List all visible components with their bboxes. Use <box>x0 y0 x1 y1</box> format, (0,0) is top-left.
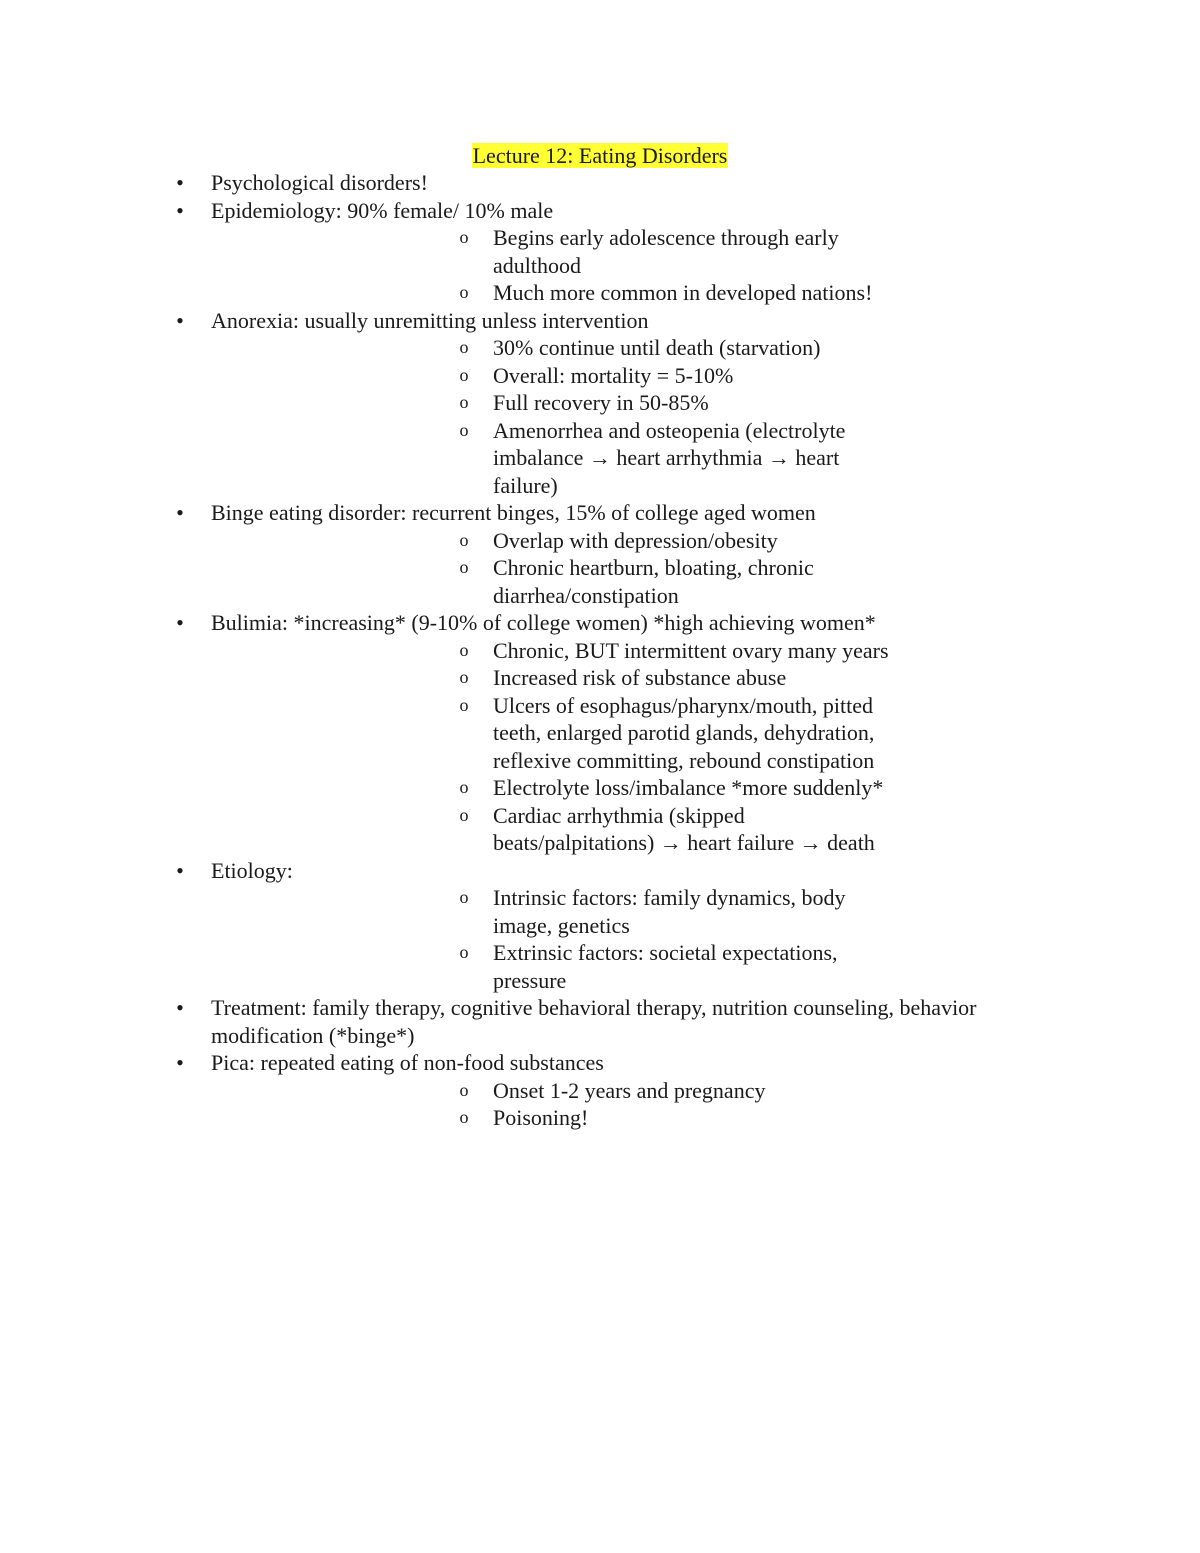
sub-bullet-icon: o <box>459 419 469 440</box>
sub-bullet-icon: o <box>459 804 469 825</box>
list-item <box>0 994 1200 1049</box>
sub-bullet-icon: o <box>459 1079 469 1100</box>
sub-bullet-icon: o <box>459 777 469 797</box>
list-item <box>0 197 1200 307</box>
list-item-text: Binge eating disorder: recurrent binges, 15% of college aged women <box>211 500 816 525</box>
sub-bullet-icon: o <box>459 364 469 385</box>
bullet-icon: • <box>176 995 184 1020</box>
sub-list-item <box>211 637 1040 665</box>
sub-list-item <box>211 774 1040 802</box>
sub-list-item-text: Chronic, BUT intermittent ovary many years <box>493 637 889 663</box>
sub-bullet-icon: o <box>459 529 469 550</box>
sub-bullet-icon: o <box>459 557 469 577</box>
sub-list-item-text: Onset 1-2 years and pregnancy <box>493 1077 766 1103</box>
title-row <box>0 141 1200 171</box>
list-item <box>0 609 1200 857</box>
sub-list-item <box>211 554 1040 609</box>
list-item <box>0 307 1200 500</box>
sub-bullet-icon: o <box>459 942 469 962</box>
sub-list-item-text: Much more common in developed nations! <box>493 280 873 305</box>
sub-list-item-text: Ulcers of esophagus/pharynx/mouth, pitted teeth, enlarged parotid glands, dehydration, reflexive committing, rebound constipation <box>493 692 875 773</box>
sub-bullet-icon: o <box>459 227 469 247</box>
sub-bullet-icon: o <box>459 887 469 907</box>
sub-list-item <box>211 802 1040 857</box>
bullet-icon: • <box>176 170 184 195</box>
sub-list <box>211 884 1040 994</box>
sub-list-item-text: Overlap with depression/obesity <box>493 527 778 553</box>
sub-list-item <box>211 1104 1040 1132</box>
sub-list-item <box>211 389 1040 417</box>
sub-list-item-text: 30% continue until death (starvation) <box>493 335 821 360</box>
list-item-text: Bulimia: *increasing* (9-10% of college women) *high achieving women* <box>211 610 876 635</box>
sub-list-item <box>211 884 1040 939</box>
bullet-icon: • <box>176 857 184 883</box>
sub-list <box>211 637 1040 857</box>
sub-list <box>211 334 1040 499</box>
sub-list-item <box>211 527 1040 555</box>
bullet-icon: • <box>176 610 184 635</box>
list-item-text: Etiology: <box>211 857 293 883</box>
sub-list-item <box>211 362 1040 390</box>
sub-list-item <box>211 1077 1040 1105</box>
sub-list-item-text: Extrinsic factors: societal expectations, pressure <box>493 940 838 993</box>
sub-list-item <box>211 417 1040 500</box>
sub-bullet-icon: o <box>459 694 469 715</box>
bullet-icon: • <box>176 197 184 223</box>
sub-list <box>211 224 1040 307</box>
sub-list <box>211 527 1040 610</box>
notes-list <box>0 169 1200 1132</box>
sub-list-item <box>211 939 1040 994</box>
sub-list-item <box>211 664 1040 692</box>
list-item <box>0 169 1200 197</box>
sub-list-item <box>211 224 1040 279</box>
list-item <box>0 857 1200 995</box>
bullet-icon: • <box>176 500 184 525</box>
sub-list-item-text: Poisoning! <box>493 1105 589 1130</box>
bullet-icon: • <box>176 307 184 333</box>
sub-list-item-text: Full recovery in 50-85% <box>493 390 709 415</box>
list-item-text: Epidemiology: 90% female/ 10% male <box>211 197 554 223</box>
sub-list-item-text: Amenorrhea and osteopenia (electrolyte imbalance → heart arrhythmia → heart failure) <box>493 417 846 498</box>
sub-list <box>211 1077 1040 1132</box>
sub-list-item-text: Electrolyte loss/imbalance *more suddenly* <box>493 775 884 800</box>
sub-list-item <box>211 334 1040 362</box>
sub-list-item-text: Overall: mortality = 5-10% <box>493 362 734 388</box>
sub-bullet-icon: o <box>459 667 469 687</box>
sub-list-item-text: Begins early adolescence through early adulthood <box>493 225 839 278</box>
list-item-text: Pica: repeated eating of non-food substances <box>211 1050 604 1075</box>
list-item-text: Treatment: family therapy, cognitive behavioral therapy, nutrition counseling, behavior modification (*binge*) <box>211 995 977 1048</box>
sub-list-item-text: Intrinsic factors: family dynamics, body image, genetics <box>493 885 846 938</box>
page-title: Lecture 12: Eating Disorders <box>472 143 728 168</box>
sub-bullet-icon: o <box>459 392 469 412</box>
sub-list-item-text: Increased risk of substance abuse <box>493 665 787 690</box>
bullet-icon: • <box>176 1050 184 1075</box>
sub-bullet-icon: o <box>459 337 469 357</box>
sub-list-item <box>211 279 1040 307</box>
sub-bullet-icon: o <box>459 639 469 660</box>
list-item-text: Psychological disorders! <box>211 170 428 195</box>
sub-list-item-text: Cardiac arrhythmia (skipped beats/palpitations) → heart failure → death <box>493 802 875 855</box>
sub-bullet-icon: o <box>459 282 469 302</box>
list-item-text: Anorexia: usually unremitting unless intervention <box>211 307 649 333</box>
list-item <box>0 499 1200 609</box>
sub-bullet-icon: o <box>459 1107 469 1127</box>
sub-list-item-text: Chronic heartburn, bloating, chronic diarrhea/constipation <box>493 555 814 608</box>
sub-list-item <box>211 692 1040 775</box>
list-item <box>0 1049 1200 1132</box>
